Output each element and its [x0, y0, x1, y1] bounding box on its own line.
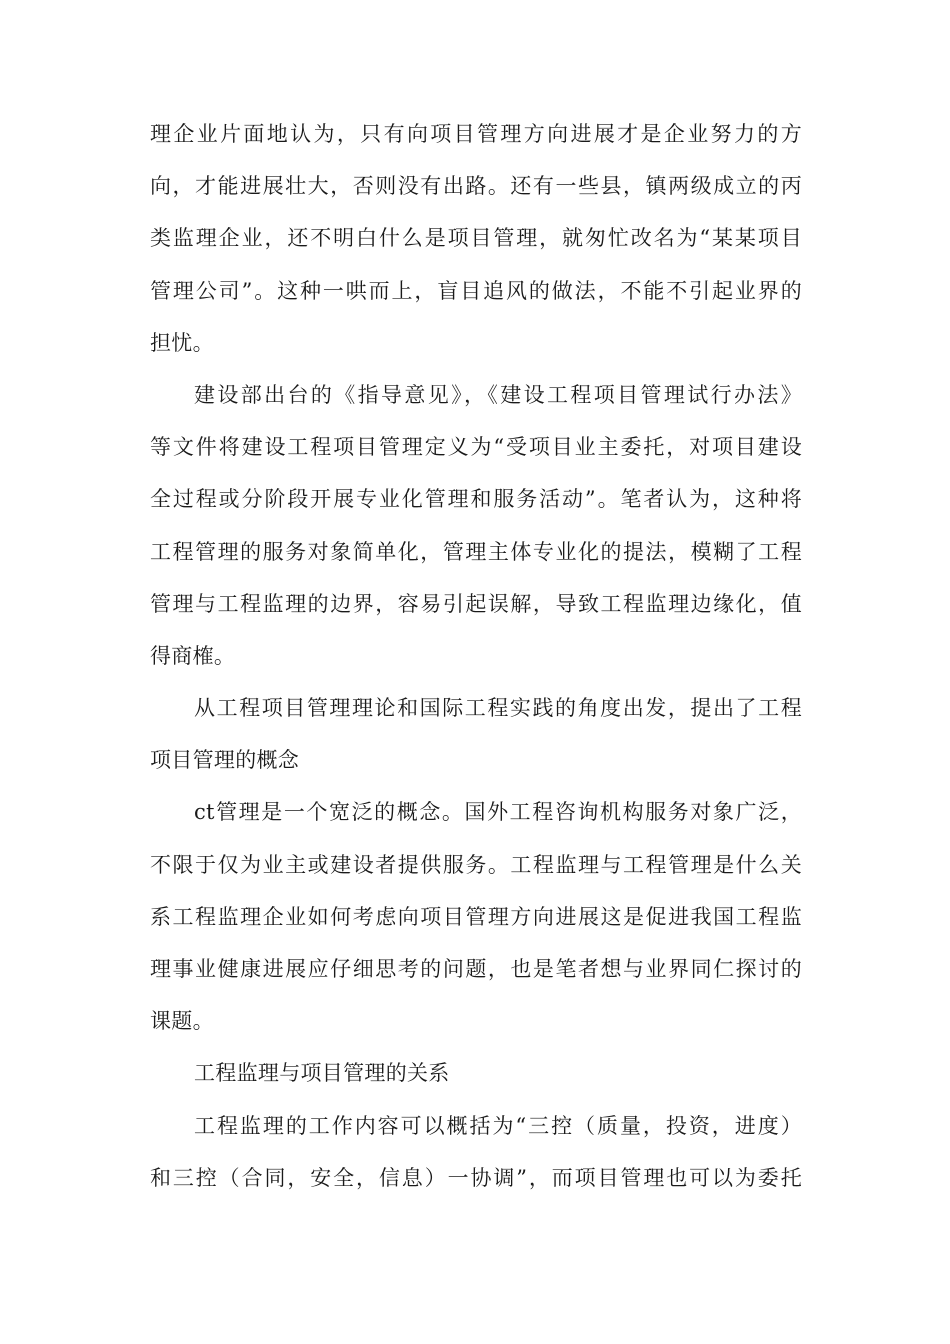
paragraph-line: ct管理是一个宽泛的概念。国外工程咨询机构服务对象广泛，: [194, 800, 802, 825]
paragraph-line: 担忧。: [150, 330, 214, 355]
paragraph-line: 类监理企业，还不明白什么是项目管理，就匆忙改名为“某某项目: [150, 226, 802, 251]
paragraph-line: 等文件将建设工程项目管理定义为“受项目业主委托，对项目建设: [150, 435, 802, 460]
paragraph-line: 课题。: [150, 1009, 214, 1034]
paragraph-line: 和三控（合同，安全，信息）一协调”，而项目管理也可以为委托: [150, 1165, 802, 1190]
section-heading: 工程监理与项目管理的关系: [194, 1061, 450, 1086]
paragraph-line: 全过程或分阶段开展专业化管理和服务活动”。笔者认为，这种将: [150, 487, 802, 512]
paragraph-line: 工程管理的服务对象简单化，管理主体专业化的提法，模糊了工程: [150, 539, 802, 564]
paragraph-line: 得商榷。: [150, 643, 236, 668]
paragraph-line: 管理与工程监理的边界，容易引起误解，导致工程监理边缘化，值: [150, 591, 802, 616]
paragraph-line: 系工程监理企业如何考虑向项目管理方向进展这是促进我国工程监: [150, 904, 802, 929]
paragraph-line: 理事业健康进展应仔细思考的问题，也是笔者想与业界同仁探讨的: [150, 957, 802, 981]
paragraph-line: 从工程项目管理理论和国际工程实践的角度出发，提出了工程: [194, 696, 802, 721]
document-body: [150, 108, 802, 1204]
paragraph-line: 管理公司”。这种一哄而上，盲目追风的做法，不能不引起业界的: [150, 278, 802, 303]
paragraph-line: 向，才能进展壮大，否则没有出路。还有一些县，镇两级成立的丙: [150, 174, 802, 199]
paragraph-line: 不限于仅为业主或建设者提供服务。工程监理与工程管理是什么关: [150, 852, 802, 877]
paragraph-line: 理企业片面地认为，只有向项目管理方向进展才是企业努力的方: [150, 122, 802, 146]
paragraph-line: 项目管理的概念: [150, 748, 300, 773]
paragraph-line: 建设部出台的《指导意见》，《建设工程项目管理试行办法》: [194, 382, 802, 407]
paragraph-line: 工程监理的工作内容可以概括为“三控（质量，投资，进度）: [194, 1113, 802, 1138]
